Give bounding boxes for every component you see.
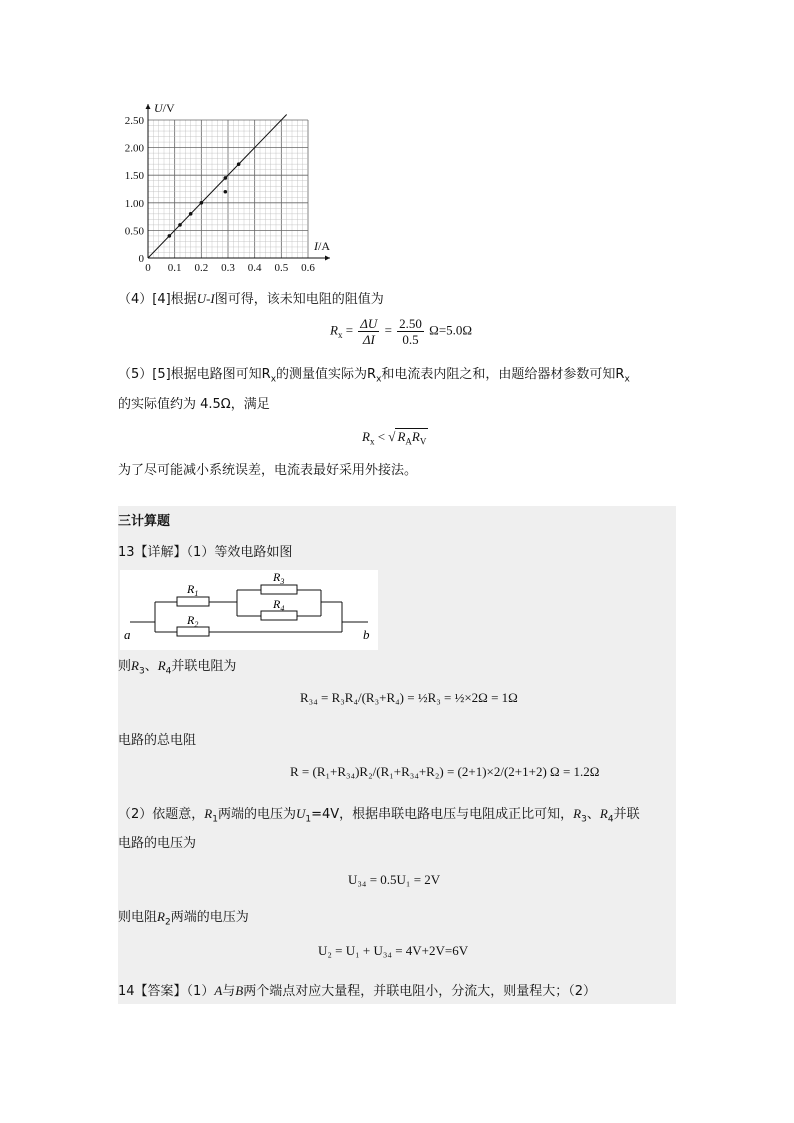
p2-r1-sub: 1 <box>212 814 218 825</box>
q14-A: A <box>214 983 223 998</box>
svg-text:R4: $R_4$ <box>273 597 285 613</box>
p2-r1: R <box>204 806 213 821</box>
y-axis-label: U/V <box>154 101 175 115</box>
circuit-svg <box>120 570 378 650</box>
then1-tail: 并联电阻为 <box>171 659 237 674</box>
part5-eq-rad1-sub: A <box>405 436 412 447</box>
p2-r4-sub: 4 <box>607 814 614 825</box>
x-axis-label: I/A <box>314 239 330 253</box>
part5-eq-rad1: R <box>397 429 406 444</box>
p2-u-sub: 1 <box>305 814 312 825</box>
data-point <box>200 201 204 205</box>
r1-resistor <box>177 597 209 606</box>
then1-r4: R <box>157 658 166 673</box>
data-point <box>224 190 228 194</box>
p2-r4: R <box>599 806 608 821</box>
data-point <box>178 223 182 227</box>
x-tick-label: 0.3 <box>221 262 235 274</box>
part4-eq-den2: 0.5 <box>402 332 419 347</box>
part5-eq-lhs: R <box>362 429 370 444</box>
then1-sep: 、 <box>144 659 158 674</box>
part5-line3: 为了尽可能减小系统误差，电流表最好采用外接法。 <box>118 463 418 478</box>
part5-line1-a-sub: x <box>270 374 277 385</box>
y-tick-label: 0.50 <box>124 225 144 238</box>
x-tick-label: 0.4 <box>247 262 262 274</box>
p2-r3-sub: 3 <box>581 814 587 825</box>
part5-line1-b-sub: x <box>376 374 382 385</box>
part4-label: （4）[4]根据 <box>118 292 197 307</box>
x-tick-label: 0.6 <box>301 262 315 274</box>
q13-then-line <box>118 657 236 681</box>
part5-eq-op: < <box>377 429 386 444</box>
x-tick-label: 0.5 <box>274 262 289 274</box>
q13-head: 13【详解】（1）等效电路如图 <box>118 545 293 560</box>
p2-c: =4V，根据串联电路电压与电阻成正比可知， <box>311 807 574 822</box>
q14-B: B <box>235 983 244 998</box>
part4-eq-num: ΔU <box>360 316 378 331</box>
y-tick-label: 0 <box>138 253 144 265</box>
data-point <box>189 212 193 216</box>
svg-text:R1: $R_1$ <box>187 582 199 598</box>
r4-resistor <box>261 611 297 620</box>
p2-d: 并联 <box>613 807 640 822</box>
part4-eq-den: ΔI <box>362 332 375 347</box>
then1-r3-sub: 3 <box>138 666 145 677</box>
svg-text:R3: $R_3$ <box>273 570 285 586</box>
y-tick-label: 2.50 <box>124 115 144 127</box>
u-i-chart-svg <box>118 98 348 276</box>
q14-b: 与 <box>222 984 236 999</box>
equation-u34: U₃₄ = 0.5U₁ = 2V <box>348 872 441 887</box>
y-tick-label: 1.00 <box>124 197 144 210</box>
u-i-chart <box>118 98 348 276</box>
part4-equation: $R_x$ = $\frac{\Delta U}{\Delta I}$ = $\frac{2.50}{0.5}$ Ω=5.0Ω <box>330 316 473 347</box>
part5-eq-rad2: R <box>411 429 420 444</box>
p2-line3 <box>118 908 249 932</box>
part5-line1-c-sub: x <box>624 374 630 385</box>
q14-line <box>118 982 596 1001</box>
equation-r34: R₃₄ = R₃R₄/(R₃+R₄) = ½R₃ = ½×2Ω = 1Ω <box>300 690 518 705</box>
y-tick-label: 2.00 <box>124 142 144 155</box>
y-tick-label: 1.50 <box>124 170 144 183</box>
p2-line3-a: 则电阻 <box>118 910 158 925</box>
p2-sep: 、 <box>586 807 600 822</box>
then1-a: 则 <box>118 659 132 674</box>
then1-r4-sub: 4 <box>165 666 172 677</box>
r2-resistor <box>177 627 209 636</box>
p2-line2: 电路的电压为 <box>118 836 197 851</box>
part4-ui: U-I <box>196 291 215 306</box>
circuit-diagram <box>120 570 378 650</box>
svg-text:b: b <box>363 627 370 642</box>
data-point <box>224 176 228 180</box>
q14-c: 两个端点对应大量程，并联电阻小，分流大，则量程大；（2） <box>243 984 597 999</box>
x-tick-label: 0 <box>145 262 151 274</box>
data-point <box>237 162 241 166</box>
p2-line3-b: 两端的电压为 <box>170 910 249 925</box>
part5-eq-rad2-sub: V <box>419 436 427 447</box>
svg-text:R2: $R_2$ <box>187 613 199 629</box>
part5-eq-lhs-sub: x <box>369 436 375 447</box>
data-point <box>168 234 172 238</box>
part5-line2: 的实际值约为 4.5Ω，满足 <box>118 397 270 412</box>
svg-text:a: a <box>124 627 131 642</box>
part5-equation: $R_x$ < √ $R_AR_V$ <box>362 429 427 447</box>
part5-line1-a: （5）[5]根据电路图可知R <box>118 367 271 382</box>
part5-line1-c: 和电流表内阻之和，由题给器材参数可知R <box>381 367 625 382</box>
part4-text: 图可得，该未知电阻的阻值为 <box>214 292 384 307</box>
part4-eq-rhs: Ω=5.0Ω <box>429 322 473 338</box>
q14-a: 14【答案】（1） <box>118 984 215 999</box>
part4-eq-lhs-sub: x <box>337 330 343 341</box>
part5-line1-b: 的测量值实际为R <box>276 367 377 382</box>
p2-r3: R <box>573 806 582 821</box>
p2-u: U <box>295 806 306 821</box>
then1-r3: R <box>131 658 139 673</box>
y-axis-arrow <box>146 104 151 109</box>
part4-eq-num2: 2.50 <box>399 316 422 331</box>
part5-line1 <box>118 366 630 389</box>
x-axis-arrow <box>325 256 330 261</box>
section-title: 三计算题 <box>118 514 171 529</box>
r3-resistor <box>261 585 297 594</box>
p2-line3-sub: 2 <box>164 917 171 928</box>
part4-line <box>118 290 384 309</box>
equation-r-total: R = (R₁+R₃₄)R₂/(R₁+R₃₄+R₂) = (2+1)×2/(2+1+2) Ω = 1.2Ω <box>290 764 600 779</box>
part4-eq-lhs: R <box>330 322 338 338</box>
x-tick-label: 0.1 <box>167 262 182 274</box>
p2-line1 <box>118 805 640 829</box>
p2-line3-r: R <box>157 909 165 924</box>
total-resistance-label: 电路的总电阻 <box>118 733 197 748</box>
p2-b: 两端的电压为 <box>217 807 296 822</box>
x-tick-label: 0.2 <box>194 262 209 274</box>
equation-u2: U₂ = U₁ + U₃₄ = 4V+2V=6V <box>318 943 469 958</box>
p2-a: （2）依题意， <box>118 807 205 822</box>
